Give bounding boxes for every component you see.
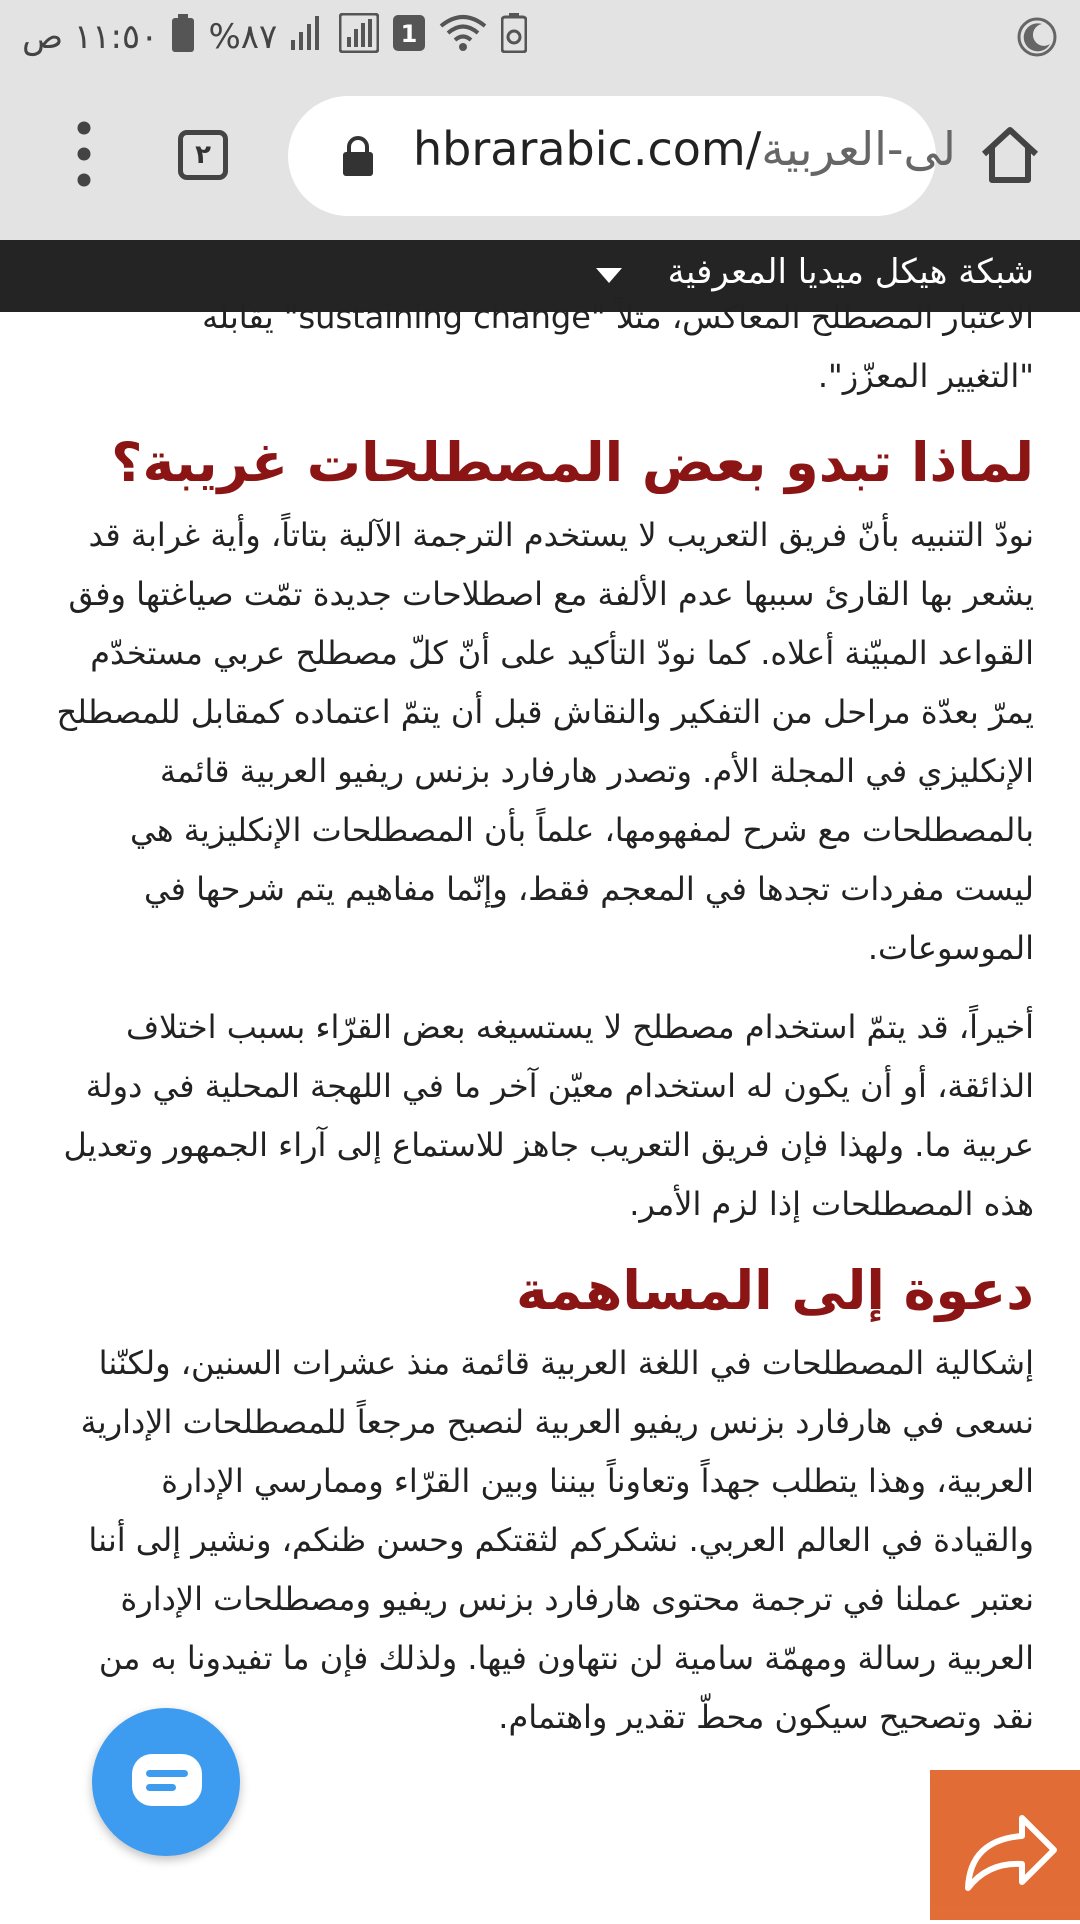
intro-line: "التغيير المعزّز". bbox=[817, 357, 1034, 395]
share-icon bbox=[930, 1770, 1080, 1920]
section-heading-contribute: دعوة إلى المساهمة bbox=[516, 1259, 1034, 1322]
sim-badge: 1 bbox=[400, 19, 418, 48]
article-body bbox=[52, 300, 1034, 1747]
network-label: شبكة هيكل ميديا المعرفية bbox=[667, 252, 1034, 292]
url-text bbox=[413, 122, 956, 176]
status-bar bbox=[0, 0, 1080, 74]
signal-box-icon bbox=[339, 13, 379, 62]
battery-saver-icon bbox=[501, 13, 527, 62]
section-heading-strange-terms: لماذا تبدو بعض المصطلحات غريبة؟ bbox=[111, 431, 1034, 494]
wifi-icon bbox=[439, 14, 487, 61]
signal-icon bbox=[291, 16, 325, 59]
share-button[interactable] bbox=[930, 1770, 1080, 1920]
url-bar[interactable] bbox=[288, 96, 956, 216]
browser-toolbar bbox=[0, 74, 1080, 240]
status-time: ١١:٥٠ ص bbox=[22, 17, 159, 57]
lock-icon bbox=[342, 136, 374, 176]
status-left bbox=[22, 14, 527, 60]
tab-switcher-button[interactable] bbox=[178, 130, 228, 180]
home-icon[interactable] bbox=[978, 124, 1042, 186]
sim-icon bbox=[393, 15, 425, 60]
chat-button[interactable] bbox=[92, 1708, 240, 1856]
moon-icon bbox=[1012, 12, 1062, 62]
caret-down-icon bbox=[596, 268, 622, 283]
overflow-menu-icon[interactable] bbox=[60, 114, 108, 194]
url-path: لى-العربية bbox=[761, 122, 956, 176]
article-paragraph: نودّ التنبيه بأنّ فريق التعريب لا يستخدم الترجمة الآلية بتاتاً، وأية غرابة قد يشعر بها القارئ سببها عدم الألفة مع اصطلاحات جديدة تمّت صياغتها وفق القواعد المبيّنة أعلاه. كما نودّ التأكيد على أنّ كلّ مصطلح عربي مستخدّم يمرّ بعدّة مراحل من التفكير والنقاش قبل أن يتمّ اعتماده كمقابل للمصطلح الإنكليزي في المجلة الأم. وتصدر هارفارد بزنس ريفيو العربية قائمة بالمصطلحات مع شرح لمفهومها، علماً بأن المصطلحات الإنكليزية هي ليست مفردات تجدها في المعجم فقط، وإنّما مفاهيم يتم شرحها في الموسوعات. bbox=[56, 516, 1034, 967]
url-domain: hbrarabic.com/ bbox=[413, 122, 762, 176]
article-paragraph: أخيراً، قد يتمّ استخدام مصطلح لا يستسيغه بعض القرّاء بسبب اختلاف الذائقة، أو أن يكون له استخدام معيّن آخر ما في اللهجة المحلية في دولة عربية ما. ولهذا فإن فريق التعريب جاهز للاستماع إلى آراء الجمهور وتعديل هذه المصطلحات إذا لزم الأمر. bbox=[63, 1008, 1034, 1223]
intro-line: الاعتبار المصطلح المعاكس، مثلاً "sustaining change" يقابله bbox=[202, 298, 1034, 336]
chat-icon bbox=[132, 1754, 202, 1806]
battery-icon bbox=[172, 14, 194, 61]
article-paragraph: إشكالية المصطلحات في اللغة العربية قائمة منذ عشرات السنين، ولكنّنا نسعى في هارفارد بزنس ريفيو العربية لنصبح مرجعاً للمصطلحات الإدارية العربية، وهذا يتطلب جهداً وتعاوناً بيننا وبين القرّاء وممارسي الإدارة والقيادة في العالم العربي. نشكركم لثقتكم وحسن ظنكم، ونشير إلى أننا نعتبر عملنا في ترجمة محتوى هارفارد بزنس ريفيو ومصطلحات الإدارة العربية رسالة ومهمّة سامية لن نتهاون فيها. ولذلك فإن ما تفيدونا به من نقد وتصحيح سيكون محطّ تقدير واهتمام. bbox=[80, 1344, 1034, 1736]
tab-count: ٢ bbox=[195, 140, 211, 170]
battery-percent: %٨٧ bbox=[208, 17, 278, 57]
